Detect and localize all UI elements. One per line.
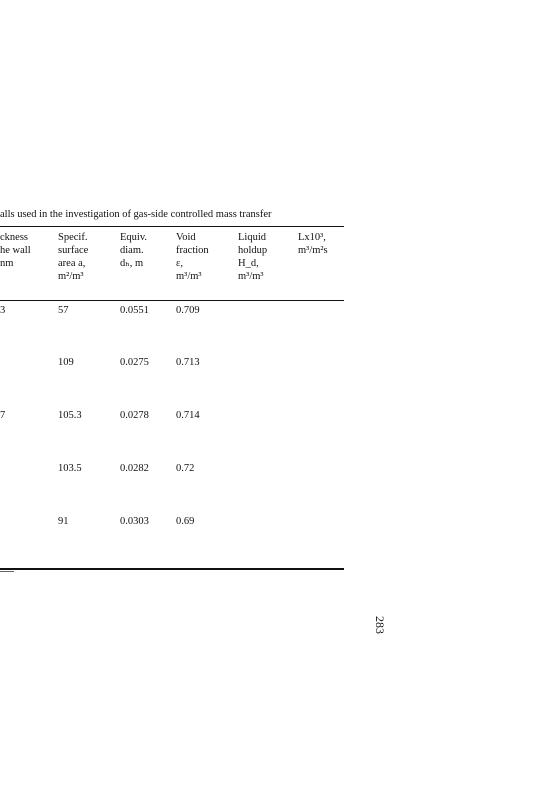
header-line: surface xyxy=(58,245,89,256)
page-number: 283 xyxy=(373,616,387,634)
cell-diameter: 0.0275 xyxy=(120,357,149,368)
column-header-equiv-diameter xyxy=(120,231,147,270)
header-line: Lx10³, xyxy=(298,232,326,243)
header-line: m³/m³ xyxy=(176,271,202,282)
column-header-thickness xyxy=(0,231,31,270)
header-line: holdup xyxy=(238,245,268,256)
header-line: nm xyxy=(0,258,14,269)
header-line: Liquid xyxy=(238,232,266,243)
cell-void: 0.713 xyxy=(176,357,200,368)
cell-void: 0.714 xyxy=(176,410,200,421)
header-line: he wall xyxy=(0,245,31,256)
header-line: H_d, xyxy=(238,258,259,269)
column-header-void-fraction xyxy=(176,231,209,283)
column-header-liquid-load xyxy=(298,231,328,257)
cell-void: 0.709 xyxy=(176,305,200,316)
header-line: area a, xyxy=(58,258,86,269)
cell-diameter: 0.0303 xyxy=(120,516,149,527)
table-top-rule xyxy=(0,226,344,227)
cell-thickness: 3 xyxy=(0,305,6,316)
table-bottom-rule xyxy=(0,568,344,570)
header-line: m³/m³ xyxy=(238,271,264,282)
header-line: m³/m²s xyxy=(298,245,328,256)
cell-void: 0.69 xyxy=(176,516,195,527)
column-header-liquid-holdup xyxy=(238,231,267,283)
cell-diameter: 0.0282 xyxy=(120,463,149,474)
cell-surface: 91 xyxy=(58,516,69,527)
cell-thickness: 7 xyxy=(0,410,6,421)
cell-diameter: 0.0278 xyxy=(120,410,149,421)
header-line: diam. xyxy=(120,245,144,256)
header-line: m²/m³ xyxy=(58,271,84,282)
header-line: Specif. xyxy=(58,232,88,243)
header-line: Void xyxy=(176,232,196,243)
header-line: Equiv. xyxy=(120,232,148,243)
column-header-specific-surface xyxy=(58,231,88,283)
cell-surface: 109 xyxy=(58,357,74,368)
header-line: ckness xyxy=(0,232,28,243)
header-line: fraction xyxy=(176,245,209,256)
cell-surface: 57 xyxy=(58,305,69,316)
table-header-rule xyxy=(0,300,344,301)
header-line: ε, xyxy=(176,258,184,269)
fragment-mark xyxy=(0,571,14,572)
header-line: dₕ, m xyxy=(120,258,144,269)
table-caption: alls used in the investigation of gas-side controlled mass transfer xyxy=(0,209,272,220)
cell-void: 0.72 xyxy=(176,463,195,474)
cell-diameter: 0.0551 xyxy=(120,305,149,316)
cell-surface: 103.5 xyxy=(58,463,82,474)
cell-surface: 105.3 xyxy=(58,410,82,421)
